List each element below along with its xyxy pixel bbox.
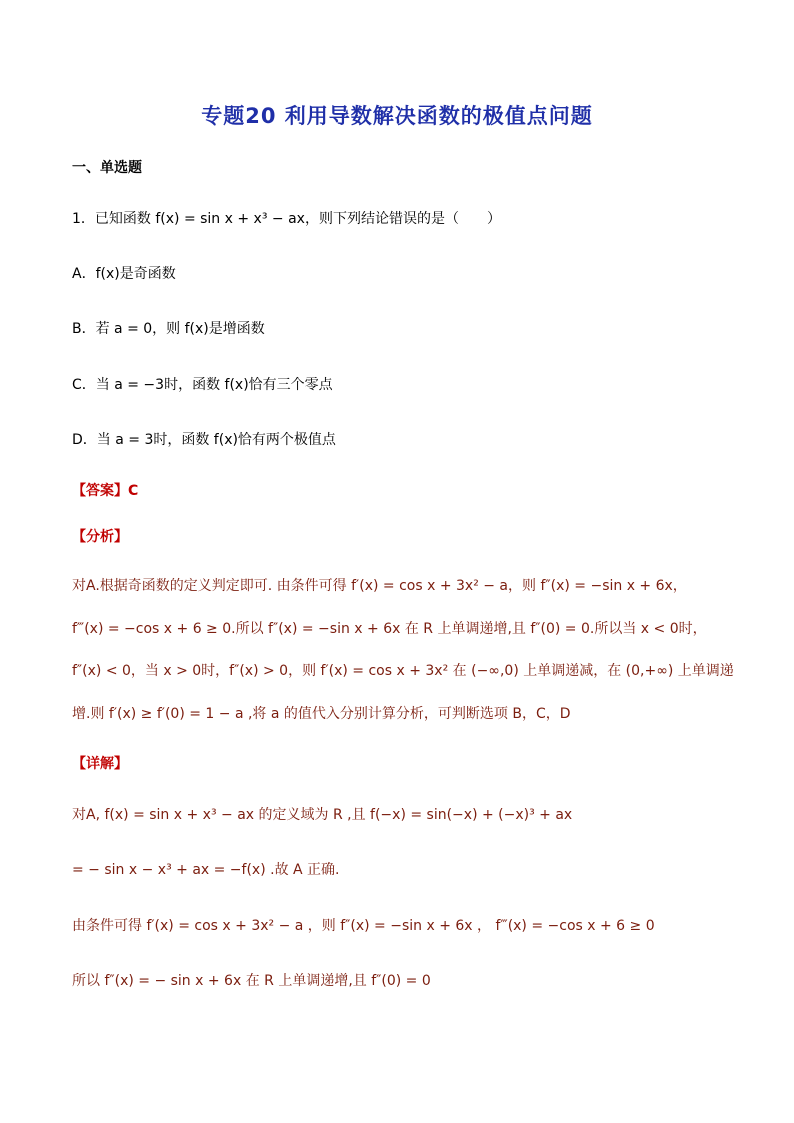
section-heading: 一、单选题 — [72, 160, 142, 176]
detail-line: 所以 f″(x) = − sin x + 6x 在 R 上单调递增,且 f″(0) = 0 — [72, 973, 431, 989]
option-c: C．当 a = −3时，函数 f(x)恰有三个零点 — [72, 377, 333, 393]
answer-value: C — [128, 483, 139, 499]
analysis-line: f‴(x) = −cos x + 6 ≥ 0.所以 f″(x) = −sin x + 6x 在 R 上单调递增,且 f″(0) = 0.所以当 x < 0时， — [72, 621, 707, 637]
detail-line: 由条件可得 f′(x) = cos x + 3x² − a ，则 f″(x) = −sin x + 6x ， f‴(x) = −cos x + 6 ≥ 0 — [72, 918, 655, 934]
answer-line — [72, 481, 138, 501]
option-d: D．当 a = 3时，函数 f(x)恰有两个极值点 — [72, 432, 336, 448]
analysis-line: 增.则 f′(x) ≥ f′(0) = 1 − a ,将 a 的值代入分别计算分析，可判断选项 B，C，D — [72, 706, 571, 722]
detail-line: 对A, f(x) = sin x + x³ − ax 的定义域为 R ,且 f(−x) = sin(−x) + (−x)³ + ax — [72, 807, 573, 823]
option-b: B．若 a = 0，则 f(x)是增函数 — [72, 321, 265, 337]
detail-line: = − sin x − x³ + ax = −f(x) .故 A 正确. — [72, 862, 340, 878]
analysis-line: f″(x) < 0，当 x > 0时，f″(x) > 0，则 f′(x) = cos x + 3x² 在 (−∞,0) 上单调递减，在 (0,+∞) 上单调递 — [72, 663, 734, 679]
detail-tag: 【详解】 — [72, 756, 128, 772]
question-stem: 1．已知函数 f(x) = sin x + x³ − ax，则下列结论错误的是（ ） — [72, 211, 501, 227]
option-a: A．f(x)是奇函数 — [72, 266, 176, 282]
page-title: 专题20 利用导数解决函数的极值点问题 — [201, 104, 593, 128]
analysis-line: 对A.根据奇函数的定义判定即可. 由条件可得 f′(x) = cos x + 3x² − a，则 f″(x) = −sin x + 6x， — [72, 578, 687, 594]
analysis-tag: 【分析】 — [72, 529, 128, 545]
answer-tag: 【答案】 — [72, 483, 128, 499]
